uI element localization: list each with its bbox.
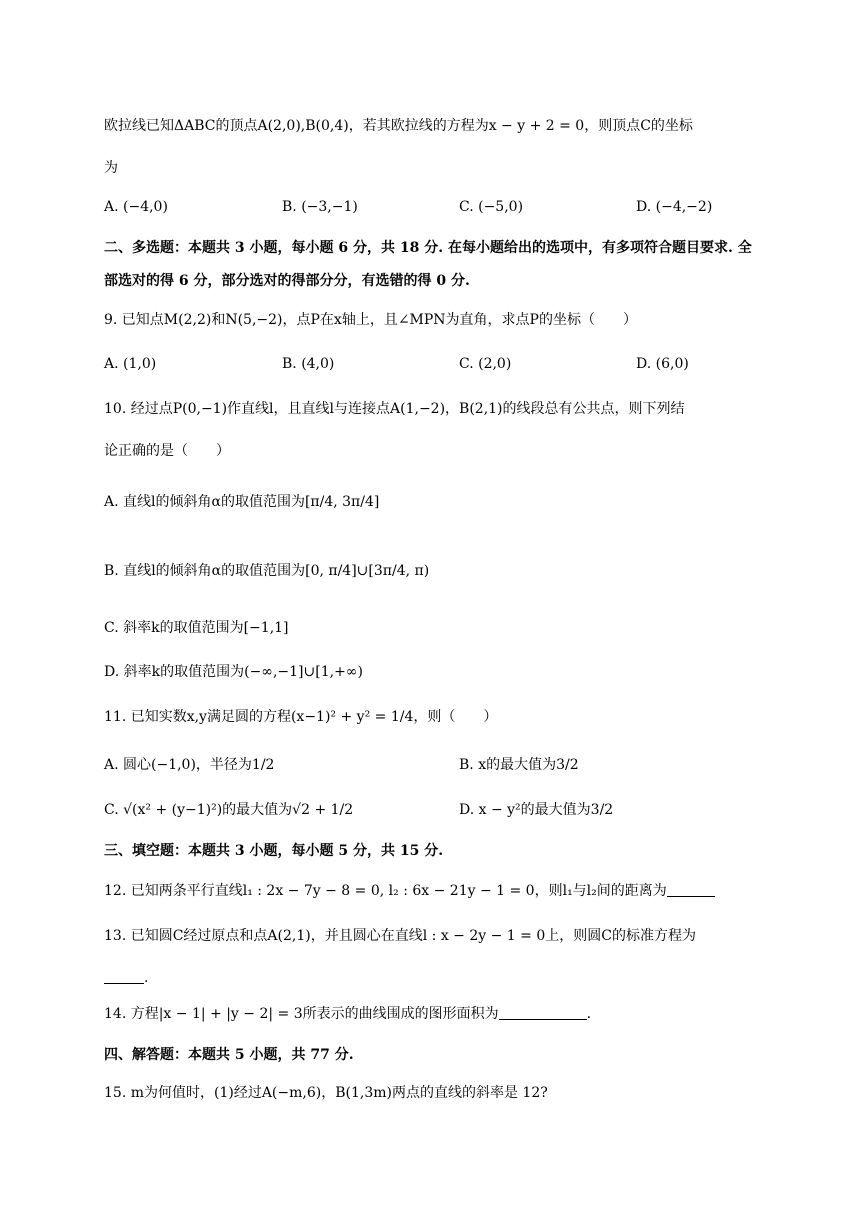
q13-stem-line1: 13. 已知圆C经过原点和点A(2,1)，并且圆心在直线l : x − 2y − 1 = 0上，则圆C的标准方程为	[104, 928, 696, 944]
q13-period: .	[144, 970, 149, 986]
section-answer-title: 四、解答题：本题共 5 小题，共 77 分.	[104, 1047, 354, 1063]
q15-stem: 15. m为何值时，(1)经过A(−m,6)，B(1,3m)两点的直线的斜率是 12?	[104, 1085, 548, 1101]
q11-option-c: C. √(x² + (y−1)²)的最大值为√2 + 1/2	[104, 802, 354, 818]
q8-stem-line2: 为	[104, 160, 118, 176]
q14-stem-line	[104, 1003, 591, 1025]
q13-answer-blank[interactable]	[104, 967, 144, 984]
q10-option-d: D. 斜率k的取值范围为(−∞,−1]∪[1,+∞)	[104, 664, 363, 680]
q11-option-a: A. 圆心(−1,0)，半径为1/2	[104, 757, 275, 773]
q14-period: .	[586, 1006, 592, 1022]
q11-stem: 11. 已知实数x,y满足圆的方程(x−1)² + y² = 1/4，则（ ）	[104, 709, 498, 725]
q8-option-a: A. (−4,0)	[104, 199, 168, 215]
q9-option-a: A. (1,0)	[104, 356, 157, 372]
q10-option-c: C. 斜率k的取值范围为[−1,1]	[104, 620, 289, 636]
section-multiple-choice-line1: 二、多选题：本题共 3 小题，每小题 6 分，共 18 分. 在每小题给出的选项中，有多项符合题目要求. 全	[104, 240, 752, 256]
q9-option-c: C. (2,0)	[459, 356, 512, 372]
q10-option-a: A. 直线l的倾斜角α的取值范围为[π/4, 3π/4]	[104, 494, 380, 510]
q8-option-b: B. (−3,−1)	[282, 199, 358, 215]
q9-option-b: B. (4,0)	[282, 356, 335, 372]
q11-option-d: D. x − y²的最大值为3/2	[459, 802, 614, 818]
q12-stem: 12. 已知两条平行直线l₁ : 2x − 7y − 8 = 0, l₂ : 6x − 21y − 1 = 0，则l₁与l₂间的距离为	[104, 883, 667, 899]
q8-option-c: C. (−5,0)	[459, 199, 524, 215]
section-multiple-choice-line2: 部选对的得 6 分，部分选对的得部分分，有选错的得 0 分.	[104, 273, 470, 289]
q14-stem: 14. 方程|x − 1| + |y − 2| = 3所表示的曲线围成的图形面积为	[104, 1006, 499, 1022]
q14-answer-blank[interactable]	[499, 1003, 587, 1020]
q10-stem-line2: 论正确的是（ ）	[104, 443, 230, 459]
q11-option-b: B. x的最大值为3/2	[459, 757, 579, 773]
q13-stem-line2	[104, 967, 148, 989]
section-fill-in-title: 三、填空题：本题共 3 小题，每小题 5 分，共 15 分.	[104, 843, 444, 859]
q12-stem-line	[104, 880, 715, 902]
q8-option-d: D. (−4,−2)	[636, 199, 713, 215]
q8-stem-line1: 欧拉线已知ΔABC的顶点A(2,0),B(0,4)，若其欧拉线的方程为x − y + 2 = 0，则顶点C的坐标	[104, 118, 693, 134]
q9-option-d: D. (6,0)	[636, 356, 689, 372]
q10-stem-line1: 10. 经过点P(0,−1)作直线l，且直线l与连接点A(1,−2)，B(2,1)的线段总有公共点，则下列结	[104, 401, 685, 417]
q9-stem: 9. 已知点M(2,2)和N(5,−2)，点P在x轴上，且∠MPN为直角，求点P的坐标（ ）	[104, 312, 637, 328]
q10-option-b: B. 直线l的倾斜角α的取值范围为[0, π/4]∪[3π/4, π)	[104, 563, 430, 579]
q12-answer-blank[interactable]	[667, 880, 715, 897]
